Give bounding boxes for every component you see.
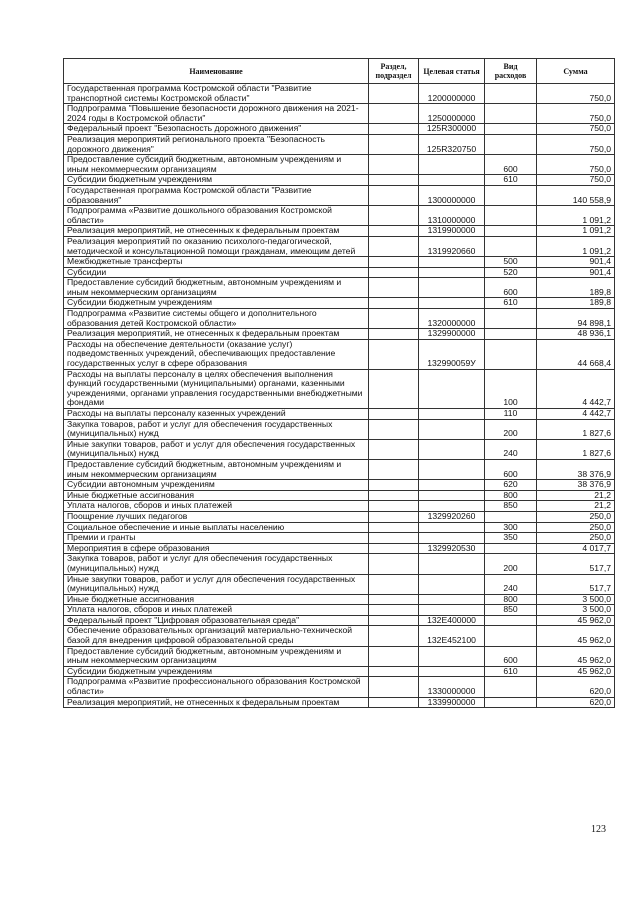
row-amount-cell: 45 962,0 bbox=[537, 615, 615, 626]
row-name-cell: Реализация мероприятий, не отнесенных к федеральным проектам bbox=[64, 697, 369, 708]
row-amount-cell: 45 962,0 bbox=[537, 646, 615, 666]
table-row bbox=[64, 480, 615, 491]
row-section-cell bbox=[369, 104, 419, 124]
row-name-cell: Субсидии бюджетным учреждениям bbox=[64, 298, 369, 309]
row-amount-cell: 901,4 bbox=[537, 257, 615, 268]
table-row bbox=[64, 439, 615, 459]
row-section-cell bbox=[369, 543, 419, 554]
row-amount-cell: 3 500,0 bbox=[537, 605, 615, 616]
header-expense-type: Вид расходов bbox=[485, 59, 537, 84]
row-expense-type-cell: 600 bbox=[485, 646, 537, 666]
row-expense-type-cell bbox=[485, 226, 537, 237]
row-expense-type-cell bbox=[485, 236, 537, 256]
row-target-cell bbox=[419, 522, 485, 533]
table-row bbox=[64, 409, 615, 420]
row-section-cell bbox=[369, 615, 419, 626]
row-name-cell: Реализация мероприятий, не отнесенных к федеральным проектам bbox=[64, 329, 369, 340]
budget-table bbox=[63, 58, 615, 708]
row-target-cell: 132E400000 bbox=[419, 615, 485, 626]
row-name-cell: Закупка товаров, работ и услуг для обеспечения государственных (муниципальных) нужд bbox=[64, 554, 369, 574]
row-amount-cell: 140 558,9 bbox=[537, 185, 615, 205]
row-section-cell bbox=[369, 369, 419, 408]
row-name-cell: Государственная программа Костромской области "Развитие транспортной системы Костромской области" bbox=[64, 84, 369, 104]
row-expense-type-cell: 850 bbox=[485, 605, 537, 616]
table-row bbox=[64, 511, 615, 522]
row-target-cell bbox=[419, 369, 485, 408]
row-expense-type-cell: 610 bbox=[485, 298, 537, 309]
row-amount-cell: 620,0 bbox=[537, 677, 615, 697]
row-expense-type-cell bbox=[485, 339, 537, 369]
row-name-cell: Расходы на выплаты персоналу в целях обеспечения выполнения функций государственными (муниципальными) органами, казенными учреждениями, органами управления государственными внебюджетными фондами bbox=[64, 369, 369, 408]
row-expense-type-cell: 610 bbox=[485, 175, 537, 186]
row-amount-cell: 21,2 bbox=[537, 490, 615, 501]
row-name-cell: Федеральный проект "Цифровая образовательная среда" bbox=[64, 615, 369, 626]
row-expense-type-cell: 300 bbox=[485, 522, 537, 533]
row-expense-type-cell: 350 bbox=[485, 533, 537, 544]
row-target-cell: 1320000000 bbox=[419, 309, 485, 329]
table-row bbox=[64, 490, 615, 501]
row-section-cell bbox=[369, 459, 419, 479]
row-name-cell: Подпрограмма «Развитие профессионального образования Костромской области» bbox=[64, 677, 369, 697]
row-name-cell: Реализация мероприятий, не отнесенных к федеральным проектам bbox=[64, 226, 369, 237]
row-section-cell bbox=[369, 298, 419, 309]
row-target-cell: 132990059У bbox=[419, 339, 485, 369]
row-expense-type-cell bbox=[485, 104, 537, 124]
row-name-cell: Подпрограмма «Развитие дошкольного образования Костромской области» bbox=[64, 206, 369, 226]
row-amount-cell: 45 962,0 bbox=[537, 666, 615, 677]
table-row bbox=[64, 84, 615, 104]
row-expense-type-cell: 600 bbox=[485, 459, 537, 479]
row-amount-cell: 750,0 bbox=[537, 155, 615, 175]
row-section-cell bbox=[369, 522, 419, 533]
row-expense-type-cell: 850 bbox=[485, 501, 537, 512]
row-target-cell bbox=[419, 459, 485, 479]
row-target-cell bbox=[419, 257, 485, 268]
row-section-cell bbox=[369, 697, 419, 708]
table-row bbox=[64, 554, 615, 574]
table-row bbox=[64, 257, 615, 268]
row-amount-cell: 4 442,7 bbox=[537, 369, 615, 408]
row-expense-type-cell bbox=[485, 134, 537, 154]
row-name-cell: Субсидии bbox=[64, 267, 369, 278]
table-row bbox=[64, 236, 615, 256]
row-target-cell: 1329900000 bbox=[419, 329, 485, 340]
row-target-cell: 1339900000 bbox=[419, 697, 485, 708]
table-row bbox=[64, 646, 615, 666]
row-amount-cell: 38 376,9 bbox=[537, 459, 615, 479]
row-target-cell bbox=[419, 554, 485, 574]
row-name-cell: Премии и гранты bbox=[64, 533, 369, 544]
row-target-cell bbox=[419, 298, 485, 309]
table-row bbox=[64, 309, 615, 329]
row-expense-type-cell: 800 bbox=[485, 594, 537, 605]
row-expense-type-cell bbox=[485, 615, 537, 626]
row-amount-cell: 38 376,9 bbox=[537, 480, 615, 491]
table-row bbox=[64, 369, 615, 408]
table-row bbox=[64, 104, 615, 124]
row-amount-cell: 44 668,4 bbox=[537, 339, 615, 369]
row-expense-type-cell: 620 bbox=[485, 480, 537, 491]
row-expense-type-cell bbox=[485, 626, 537, 646]
header-amount: Сумма bbox=[537, 59, 615, 84]
row-name-cell: Предоставление субсидий бюджетным, автономным учреждениям и иным некоммерческим организациям bbox=[64, 278, 369, 298]
row-amount-cell: 4 442,7 bbox=[537, 409, 615, 420]
table-row bbox=[64, 155, 615, 175]
row-amount-cell: 750,0 bbox=[537, 175, 615, 186]
row-expense-type-cell bbox=[485, 84, 537, 104]
row-name-cell: Подпрограмма "Повышение безопасности дорожного движения на 2021-2024 годы в Костромской области" bbox=[64, 104, 369, 124]
table-row bbox=[64, 677, 615, 697]
row-amount-cell: 1 827,6 bbox=[537, 439, 615, 459]
row-name-cell: Субсидии автономным учреждениям bbox=[64, 480, 369, 491]
row-name-cell: Субсидии бюджетным учреждениям bbox=[64, 666, 369, 677]
row-amount-cell: 21,2 bbox=[537, 501, 615, 512]
header-section: Раздел, подраздел bbox=[369, 59, 419, 84]
row-target-cell bbox=[419, 605, 485, 616]
table-row bbox=[64, 594, 615, 605]
row-target-cell: 1250000000 bbox=[419, 104, 485, 124]
row-section-cell bbox=[369, 574, 419, 594]
row-name-cell: Предоставление субсидий бюджетным, автономным учреждениям и иным некоммерческим организациям bbox=[64, 459, 369, 479]
table-row bbox=[64, 605, 615, 616]
row-target-cell bbox=[419, 439, 485, 459]
row-section-cell bbox=[369, 236, 419, 256]
row-expense-type-cell bbox=[485, 677, 537, 697]
row-section-cell bbox=[369, 134, 419, 154]
row-name-cell: Иные бюджетные ассигнования bbox=[64, 490, 369, 501]
row-target-cell bbox=[419, 501, 485, 512]
row-name-cell: Расходы на выплаты персоналу казенных учреждений bbox=[64, 409, 369, 420]
row-section-cell bbox=[369, 124, 419, 135]
row-section-cell bbox=[369, 501, 419, 512]
row-name-cell: Федеральный проект "Безопасность дорожного движения" bbox=[64, 124, 369, 135]
table-row bbox=[64, 134, 615, 154]
row-section-cell bbox=[369, 533, 419, 544]
row-amount-cell: 250,0 bbox=[537, 533, 615, 544]
row-target-cell bbox=[419, 480, 485, 491]
row-section-cell bbox=[369, 646, 419, 666]
row-expense-type-cell: 500 bbox=[485, 257, 537, 268]
row-name-cell: Предоставление субсидий бюджетным, автономным учреждениям и иным некоммерческим организациям bbox=[64, 155, 369, 175]
row-section-cell bbox=[369, 175, 419, 186]
row-expense-type-cell: 520 bbox=[485, 267, 537, 278]
row-target-cell bbox=[419, 267, 485, 278]
row-amount-cell: 1 091,2 bbox=[537, 226, 615, 237]
row-section-cell bbox=[369, 309, 419, 329]
row-section-cell bbox=[369, 226, 419, 237]
row-target-cell: 132E452100 bbox=[419, 626, 485, 646]
row-section-cell bbox=[369, 257, 419, 268]
row-target-cell: 1319900000 bbox=[419, 226, 485, 237]
row-target-cell bbox=[419, 490, 485, 501]
row-section-cell bbox=[369, 666, 419, 677]
row-expense-type-cell bbox=[485, 329, 537, 340]
table-row bbox=[64, 459, 615, 479]
table-row bbox=[64, 533, 615, 544]
row-expense-type-cell: 600 bbox=[485, 278, 537, 298]
row-section-cell bbox=[369, 84, 419, 104]
row-name-cell: Иные закупки товаров, работ и услуг для обеспечения государственных (муниципальных) нужд bbox=[64, 439, 369, 459]
row-expense-type-cell bbox=[485, 206, 537, 226]
row-target-cell bbox=[419, 409, 485, 420]
row-section-cell bbox=[369, 480, 419, 491]
row-expense-type-cell: 240 bbox=[485, 439, 537, 459]
row-amount-cell: 1 827,6 bbox=[537, 419, 615, 439]
table-row bbox=[64, 206, 615, 226]
row-name-cell: Государственная программа Костромской области "Развитие образования" bbox=[64, 185, 369, 205]
row-expense-type-cell: 200 bbox=[485, 419, 537, 439]
row-amount-cell: 517,7 bbox=[537, 574, 615, 594]
row-name-cell: Подпрограмма «Развитие системы общего и дополнительного образования детей Костромской области» bbox=[64, 309, 369, 329]
row-expense-type-cell bbox=[485, 697, 537, 708]
row-section-cell bbox=[369, 419, 419, 439]
table-row bbox=[64, 175, 615, 186]
row-amount-cell: 750,0 bbox=[537, 124, 615, 135]
row-section-cell bbox=[369, 329, 419, 340]
row-name-cell: Обеспечение образовательных организаций материально-технической базой для внедрения цифровой образовательной среды bbox=[64, 626, 369, 646]
row-amount-cell: 517,7 bbox=[537, 554, 615, 574]
row-target-cell: 1330000000 bbox=[419, 677, 485, 697]
row-expense-type-cell bbox=[485, 543, 537, 554]
row-target-cell bbox=[419, 175, 485, 186]
row-expense-type-cell: 200 bbox=[485, 554, 537, 574]
row-name-cell: Иные закупки товаров, работ и услуг для обеспечения государственных (муниципальных) нужд bbox=[64, 574, 369, 594]
table-body bbox=[64, 84, 615, 708]
row-name-cell: Межбюджетные трансферты bbox=[64, 257, 369, 268]
row-target-cell bbox=[419, 278, 485, 298]
table-row bbox=[64, 574, 615, 594]
row-section-cell bbox=[369, 278, 419, 298]
row-expense-type-cell bbox=[485, 309, 537, 329]
table-row bbox=[64, 501, 615, 512]
row-amount-cell: 1 091,2 bbox=[537, 236, 615, 256]
row-target-cell: 1329920530 bbox=[419, 543, 485, 554]
row-target-cell: 125R300000 bbox=[419, 124, 485, 135]
row-name-cell: Иные бюджетные ассигнования bbox=[64, 594, 369, 605]
row-target-cell bbox=[419, 155, 485, 175]
header-name: Наименование bbox=[64, 59, 369, 84]
row-target-cell: 1200000000 bbox=[419, 84, 485, 104]
row-name-cell: Расходы на обеспечение деятельности (оказание услуг) подведомственных учреждений, обеспечивающих предоставление государственных услуг в сфере образования bbox=[64, 339, 369, 369]
row-amount-cell: 250,0 bbox=[537, 522, 615, 533]
table-row bbox=[64, 522, 615, 533]
row-target-cell bbox=[419, 533, 485, 544]
row-section-cell bbox=[369, 339, 419, 369]
row-section-cell bbox=[369, 594, 419, 605]
row-target-cell: 125R320750 bbox=[419, 134, 485, 154]
header-target: Целевая статья bbox=[419, 59, 485, 84]
row-target-cell bbox=[419, 646, 485, 666]
row-target-cell bbox=[419, 666, 485, 677]
row-section-cell bbox=[369, 439, 419, 459]
table-row bbox=[64, 339, 615, 369]
row-amount-cell: 1 091,2 bbox=[537, 206, 615, 226]
row-amount-cell: 189,8 bbox=[537, 298, 615, 309]
row-name-cell: Уплата налогов, сборов и иных платежей bbox=[64, 501, 369, 512]
row-amount-cell: 620,0 bbox=[537, 697, 615, 708]
row-section-cell bbox=[369, 626, 419, 646]
row-amount-cell: 94 898,1 bbox=[537, 309, 615, 329]
row-target-cell bbox=[419, 594, 485, 605]
row-target-cell: 1310000000 bbox=[419, 206, 485, 226]
page-number: 123 bbox=[591, 824, 606, 835]
row-name-cell: Реализация мероприятий по оказанию психолого-педагогической, методической и консультационной помощи гражданам, имеющим детей bbox=[64, 236, 369, 256]
table-row bbox=[64, 666, 615, 677]
row-expense-type-cell: 110 bbox=[485, 409, 537, 420]
row-section-cell bbox=[369, 409, 419, 420]
table-row bbox=[64, 185, 615, 205]
row-expense-type-cell: 240 bbox=[485, 574, 537, 594]
row-target-cell: 1300000000 bbox=[419, 185, 485, 205]
row-amount-cell: 250,0 bbox=[537, 511, 615, 522]
row-section-cell bbox=[369, 185, 419, 205]
row-amount-cell: 45 962,0 bbox=[537, 626, 615, 646]
row-expense-type-cell bbox=[485, 511, 537, 522]
row-expense-type-cell: 610 bbox=[485, 666, 537, 677]
row-name-cell: Мероприятия в сфере образования bbox=[64, 543, 369, 554]
row-amount-cell: 48 936,1 bbox=[537, 329, 615, 340]
row-expense-type-cell: 600 bbox=[485, 155, 537, 175]
table-row bbox=[64, 419, 615, 439]
row-name-cell: Предоставление субсидий бюджетным, автономным учреждениям и иным некоммерческим организациям bbox=[64, 646, 369, 666]
row-section-cell bbox=[369, 267, 419, 278]
row-amount-cell: 750,0 bbox=[537, 134, 615, 154]
row-name-cell: Поощрение лучших педагогов bbox=[64, 511, 369, 522]
row-expense-type-cell bbox=[485, 185, 537, 205]
row-section-cell bbox=[369, 155, 419, 175]
row-amount-cell: 901,4 bbox=[537, 267, 615, 278]
table-row bbox=[64, 329, 615, 340]
row-target-cell: 1329920260 bbox=[419, 511, 485, 522]
table-row bbox=[64, 626, 615, 646]
row-name-cell: Закупка товаров, работ и услуг для обеспечения государственных (муниципальных) нужд bbox=[64, 419, 369, 439]
row-amount-cell: 750,0 bbox=[537, 104, 615, 124]
row-target-cell: 1319920660 bbox=[419, 236, 485, 256]
row-amount-cell: 189,8 bbox=[537, 278, 615, 298]
table-row bbox=[64, 697, 615, 708]
row-name-cell: Реализация мероприятий регионального проекта "Безопасность дорожного движения" bbox=[64, 134, 369, 154]
row-section-cell bbox=[369, 490, 419, 501]
row-section-cell bbox=[369, 511, 419, 522]
row-section-cell bbox=[369, 677, 419, 697]
row-name-cell: Уплата налогов, сборов и иных платежей bbox=[64, 605, 369, 616]
row-amount-cell: 750,0 bbox=[537, 84, 615, 104]
row-target-cell bbox=[419, 419, 485, 439]
table-row bbox=[64, 543, 615, 554]
row-section-cell bbox=[369, 554, 419, 574]
table-row bbox=[64, 226, 615, 237]
table-row bbox=[64, 267, 615, 278]
table-row bbox=[64, 615, 615, 626]
row-expense-type-cell: 800 bbox=[485, 490, 537, 501]
row-name-cell: Социальное обеспечение и иные выплаты населению bbox=[64, 522, 369, 533]
row-name-cell: Субсидии бюджетным учреждениям bbox=[64, 175, 369, 186]
row-section-cell bbox=[369, 206, 419, 226]
row-amount-cell: 4 017,7 bbox=[537, 543, 615, 554]
row-amount-cell: 3 500,0 bbox=[537, 594, 615, 605]
table-row bbox=[64, 278, 615, 298]
row-section-cell bbox=[369, 605, 419, 616]
table-header-row bbox=[64, 59, 615, 84]
row-expense-type-cell bbox=[485, 124, 537, 135]
row-target-cell bbox=[419, 574, 485, 594]
row-expense-type-cell: 100 bbox=[485, 369, 537, 408]
table-row bbox=[64, 124, 615, 135]
table-row bbox=[64, 298, 615, 309]
